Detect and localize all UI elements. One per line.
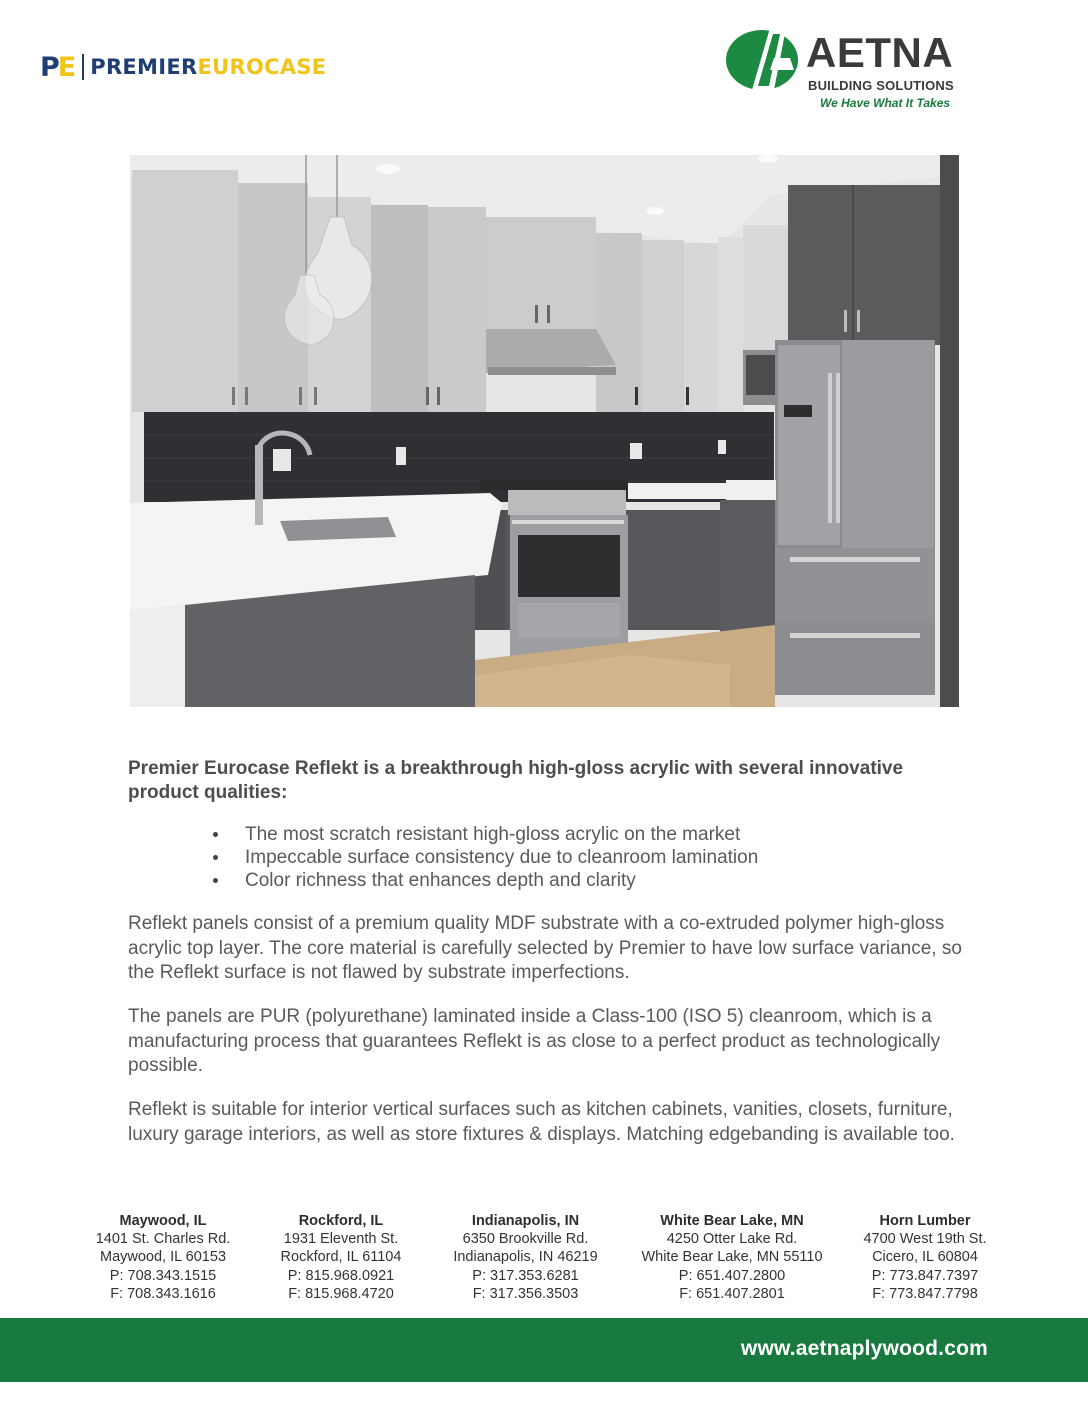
kitchen-photo <box>130 155 959 707</box>
location-phone: P: 708.343.1515 <box>109 1267 217 1284</box>
bullet-icon <box>213 855 218 860</box>
location-phone: P: 651.407.2800 <box>678 1267 786 1284</box>
premier-eurocase-logo <box>40 52 326 82</box>
aetna-a-icon <box>724 24 804 94</box>
location-name: Indianapolis, IN <box>471 1213 580 1229</box>
pe-wordmark: PREMIEREUROCASE <box>90 55 327 79</box>
aetna-logo <box>724 24 969 114</box>
location-street: 6350 Brookville Rd. <box>462 1231 589 1248</box>
website-link[interactable]: www.aetnaplywood.com <box>740 1337 988 1360</box>
location-fax: F: 651.407.2801 <box>679 1285 785 1302</box>
location-phone: P: 773.847.7397 <box>871 1267 979 1284</box>
location-maywood <box>78 1212 248 1303</box>
aetna-subtitle: BUILDING SOLUTIONS <box>808 78 954 93</box>
location-name: Rockford, IL <box>298 1213 384 1229</box>
list-item: The most scratch resistant high-gloss acrylic on the market <box>213 823 953 846</box>
paragraph-lamination: The panels are PUR (polyurethane) laminated inside a Class-100 (ISO 5) cleanroom, which is a manufacturing process that guarantees Reflekt is as close to a perfect product as technologically possible. <box>128 1006 941 1076</box>
location-phone: P: 815.968.0921 <box>287 1267 395 1284</box>
intro-heading: Premier Eurocase Reflekt is a breakthrough high-gloss acrylic with several innovative product qualities: <box>128 758 904 803</box>
aetna-tagline: We Have What It Takes <box>820 96 951 110</box>
location-fax: F: 815.968.4720 <box>288 1285 394 1302</box>
aetna-name: AETNA <box>806 29 954 76</box>
location-horn-lumber <box>845 1212 1005 1303</box>
list-item: Color richness that enhances depth and clarity <box>213 869 953 892</box>
location-fax: F: 773.847.7798 <box>872 1285 978 1302</box>
location-fax: F: 708.343.1616 <box>110 1285 216 1302</box>
logo-divider <box>82 54 84 80</box>
location-street: 1931 Eleventh St. <box>283 1231 399 1248</box>
location-phone: P: 317.353.6281 <box>472 1267 579 1284</box>
paragraph-substrate: Reflekt panels consist of a premium quality MDF substrate with a co-extruded polymer high-gloss acrylic top layer. The core material is carefully selected by Premier to have low surface variance, so the Reflekt surface is not flawed by substrate imperfections. <box>128 913 962 983</box>
bullet-icon <box>213 878 218 883</box>
footer-bar <box>0 1318 1088 1382</box>
list-item: Impeccable surface consistency due to cleanroom lamination <box>213 846 953 869</box>
location-fax: F: 317.356.3503 <box>472 1285 579 1302</box>
location-name: White Bear Lake, MN <box>660 1213 804 1229</box>
pe-monogram: PE <box>40 51 75 83</box>
location-street: 4700 West 19th St. <box>863 1231 987 1248</box>
location-street: 1401 St. Charles Rd. <box>95 1231 231 1248</box>
location-city: Maywood, IL 60153 <box>99 1249 227 1266</box>
location-city: Cicero, IL 60804 <box>872 1249 978 1266</box>
location-city: Rockford, IL 61104 <box>280 1249 402 1266</box>
location-city: Indianapolis, IN 46219 <box>453 1249 598 1266</box>
location-street: 4250 Otter Lake Rd. <box>666 1231 798 1248</box>
location-indianapolis <box>438 1212 613 1303</box>
location-white-bear-lake <box>628 1212 836 1303</box>
location-name: Maywood, IL <box>119 1213 207 1229</box>
location-rockford <box>261 1212 421 1303</box>
feature-list <box>213 823 953 892</box>
paragraph-applications: Reflekt is suitable for interior vertical surfaces such as kitchen cabinets, vanities, closets, furniture, luxury garage interiors, as well as store fixtures & displays. Matching edgebanding is available too. <box>128 1099 955 1145</box>
bullet-icon <box>213 832 218 837</box>
location-city: White Bear Lake, MN 55110 <box>641 1249 823 1266</box>
location-name: Horn Lumber <box>879 1213 971 1229</box>
